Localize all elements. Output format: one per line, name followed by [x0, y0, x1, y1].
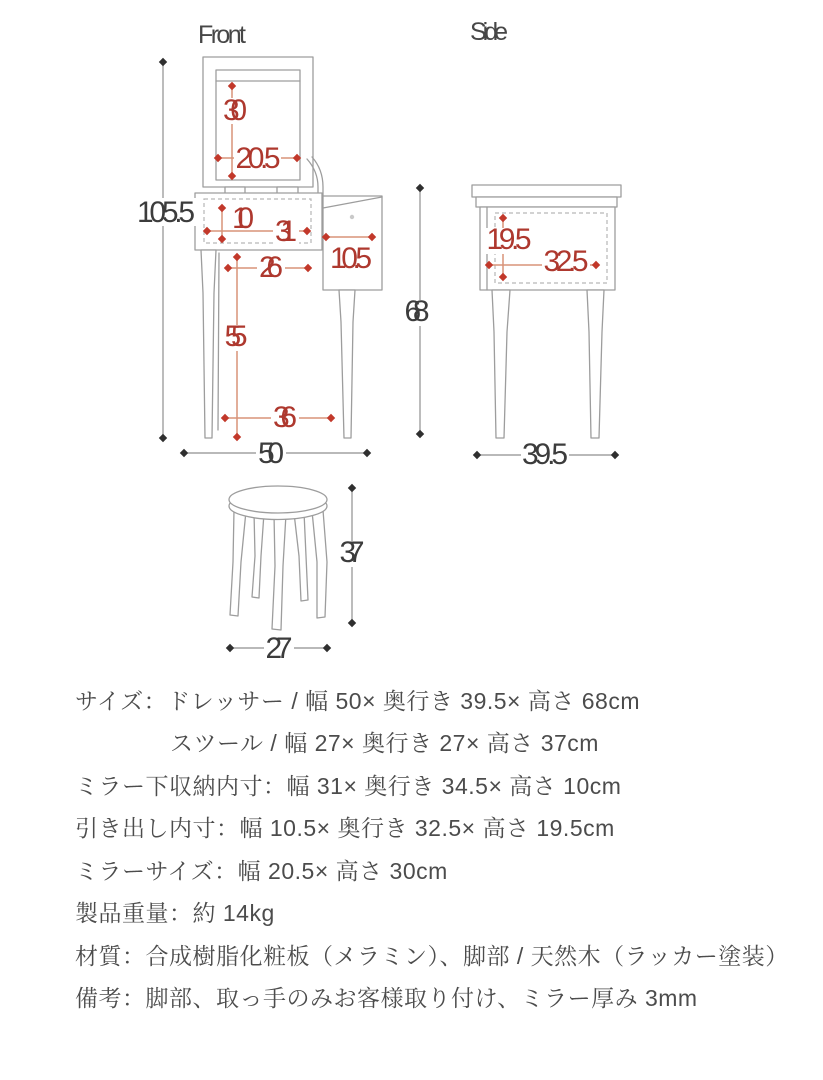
dim-drawer-inner-height: 19.5 — [486, 223, 532, 256]
spec-line-material: 材質：合成樹脂化粧板（メラミン）、脚部 / 天然木（ラッカー塗装） — [75, 943, 789, 969]
dim-front-desk-height: 68 — [404, 295, 430, 328]
stool-leg-3 — [272, 514, 286, 630]
dim-leg-span: 36 — [273, 401, 297, 434]
dim-drawer-inner-depth: 32.5 — [543, 245, 589, 278]
stool-leg-5 — [312, 510, 327, 618]
dim-drawer-width: 10.5 — [330, 242, 372, 275]
dim-leg-height: 55 — [224, 320, 248, 353]
stool-leg-1 — [230, 510, 246, 616]
dim-front-total-height: 105.5 — [137, 196, 195, 229]
side-back-leg — [587, 290, 604, 438]
spec-line-mirror-size: ミラーサイズ：幅 20.5× 高さ 30cm — [75, 858, 448, 884]
front-view-label: Front — [198, 21, 246, 49]
dim-stool-width: 27 — [265, 632, 293, 665]
stool-leg-2 — [252, 512, 264, 598]
spec-line-size-dresser: サイズ：ドレッサー / 幅 50× 奥行き 39.5× 高さ 68cm — [75, 688, 641, 714]
dim-storage-height: 10 — [232, 202, 254, 235]
dim-side-overall-depth: 39.5 — [522, 438, 568, 471]
spec-line-drawer-inner: 引き出し内寸：幅 10.5× 奥行き 32.5× 高さ 19.5cm — [75, 815, 615, 841]
side-view-label: Side — [470, 18, 508, 46]
spec-line-weight: 製品重量：約 14kg — [75, 900, 275, 926]
front-back-leg-edge — [218, 253, 219, 430]
stool-leg-4 — [294, 512, 308, 601]
drawer-knob — [350, 215, 354, 219]
spec-line-notes: 備考：脚部、取っ手のみお客様取り付け、ミラー厚み 3mm — [75, 985, 698, 1011]
stool-seat-top — [229, 486, 327, 513]
stool-drawing — [229, 486, 327, 630]
side-lid — [472, 185, 621, 197]
side-top-band — [476, 197, 617, 207]
dim-front-overall-width: 50 — [258, 437, 284, 470]
dim-stool-height: 37 — [339, 536, 365, 569]
spec-line-size-stool: スツール / 幅 27× 奥行き 27× 高さ 37cm — [170, 730, 599, 756]
front-right-leg — [339, 290, 355, 438]
dim-mirror-width: 20.5 — [235, 142, 281, 175]
side-front-leg — [492, 290, 510, 438]
front-left-leg — [201, 250, 216, 438]
spec-line-mirror-storage: ミラー下収納内寸：幅 31× 奥行き 34.5× 高さ 10cm — [75, 773, 622, 799]
dim-mirror-height: 30 — [223, 94, 247, 127]
dim-storage-width: 31 — [275, 215, 297, 248]
desk-body — [195, 193, 322, 250]
dim-inner-leg-gap: 26 — [259, 251, 283, 284]
